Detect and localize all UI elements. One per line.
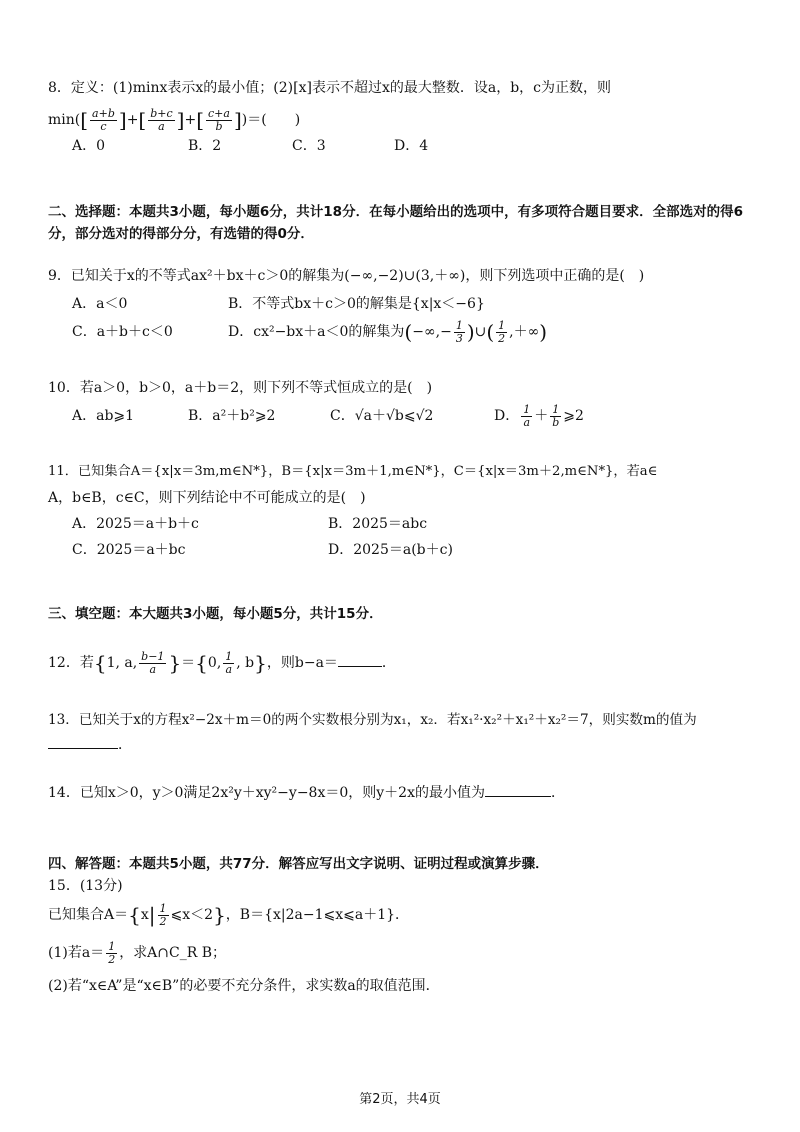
q9-d-frac-1: $\frac{1}{3}$ — [455, 318, 463, 345]
q9-stem: 9．已知关于x的不等式ax²＋bx＋c＞0的解集为(−∞,−2)∪(3,＋∞)，则下列选项中正确的是( ) — [48, 268, 645, 284]
q10-d-frac-1: $\frac{1}{a}$ — [523, 402, 531, 429]
q15-p1-frac: $\frac{1}{2}$ — [108, 939, 116, 966]
q10-option-c: C．√a＋√b⩽√2 — [330, 408, 434, 424]
q9-d-frac-2: $\frac{1}{2}$ — [498, 318, 506, 345]
q8-frac-3: $\frac{c+a}{b}$ — [208, 106, 230, 133]
page-footer: 第2页，共4页 — [359, 1092, 441, 1107]
q14-answer-blank[interactable] — [485, 782, 551, 797]
q9-option-d: D．cx²−bx＋a＜0的解集为(−∞,− $\frac{1}{3}$ )∪( $\frac{1}{2}$ ,＋∞) — [228, 318, 548, 345]
section-2-line1: 二、选择题：本题共3小题，每小题6分，共计18分．在每小题给出的选项中，有多项符合题目要求．全部选对的得6 — [48, 204, 743, 220]
q11-line2: A，b∈B，c∈C，则下列结论中不可能成立的是( ) — [48, 490, 366, 506]
q9-option-c: C．a＋b＋c＜0 — [72, 324, 173, 340]
q15-header: 15．(13分) — [48, 878, 123, 894]
q10-option-a: A．ab⩾1 — [72, 408, 135, 424]
q8-option-b: B．2 — [188, 138, 222, 154]
q12-frac-2: $\frac{1}{a}$ — [225, 649, 233, 676]
q8-option-c: C．3 — [292, 138, 326, 154]
q8-frac-1: $\frac{a+b}{c}$ — [92, 106, 115, 133]
q12-answer-blank[interactable] — [338, 652, 382, 667]
q11-option-a: A．2025＝a＋b＋c — [72, 516, 199, 532]
q11-option-b: B．2025＝abc — [328, 516, 428, 532]
q15-stem-frac: $\frac{1}{2}$ — [159, 901, 167, 928]
q14-stem: 14．已知x＞0，y＞0满足2x²y＋xy²−y−8x＝0，则y＋2x的最小值为 ． — [48, 782, 565, 803]
q13-answer-blank[interactable] — [48, 734, 118, 749]
q10-option-b: B．a²＋b²⩾2 — [188, 408, 276, 424]
q15-part2: (2)若“x∈A”是“x∈B”的必要不充分条件，求实数a的取值范围． — [48, 978, 440, 994]
q8-expr-suffix: )＝( ) — [241, 112, 301, 128]
q8-line1: 8．定义：(1)minx表示x的最小值；(2)[x]表示不超过x的最大整数．设a，b，c为正数，则 — [48, 80, 611, 96]
q8-expr-prefix: min( — [48, 112, 81, 128]
section-3-heading: 三、填空题：本大题共3小题，每小题5分，共计15分． — [48, 606, 383, 622]
q10-d-frac-2: $\frac{1}{b}$ — [552, 402, 560, 429]
q12-frac-1: $\frac{b-1}{a}$ — [141, 649, 165, 676]
q8-option-a: A．0 — [72, 138, 106, 154]
q15-part1: (1)若a＝ $\frac{1}{2}$ ，求A∩C_R B； — [48, 939, 227, 966]
q13-line1: 13．已知关于x的方程x²−2x＋m＝0的两个实数根分别为x₁，x₂．若x₁²·x₂²＋x₁²＋x₂²＝7，则实数m的值为 — [48, 712, 697, 728]
q9-option-a: A．a＜0 — [72, 296, 128, 312]
q11-option-c: C．2025＝a＋bc — [72, 542, 186, 558]
section-4-heading: 四、解答题：本题共5小题，共77分．解答应写出文字说明、证明过程或演算步骤． — [48, 856, 549, 872]
q9-option-b: B．不等式bx＋c＞0的解集是{x|x＜−6} — [228, 296, 485, 312]
q11-line1: 11．已知集合A＝{x|x＝3m,m∈N*}，B＝{x|x＝3m＋1,m∈N*}，C＝{x|x＝3m＋2,m∈N*}，若a∈ — [48, 464, 658, 479]
q8-expression: min([ $\frac{a+b}{c}$ ]+[ $\frac{b+c}{a}$ ]+[ $\frac{c+a}{b}$ ])＝( ) — [48, 106, 301, 133]
q13-line2: ． — [48, 734, 132, 755]
section-2-line2: 分，部分选对的得部分分，有选错的得0分． — [48, 226, 314, 242]
q11-option-d: D．2025＝a(b＋c) — [328, 542, 453, 558]
q15-stem: 已知集合A＝{x| $\frac{1}{2}$ ⩽x＜2}，B＝{x|2a−1⩽x⩽a＋1}． — [48, 901, 410, 928]
q10-option-d: D． $\frac{1}{a}$ ＋ $\frac{1}{b}$ ⩾2 — [494, 402, 584, 429]
q10-stem: 10．若a＞0，b＞0，a＋b＝2，则下列不等式恒成立的是( ) — [48, 380, 433, 396]
q8-option-d: D．4 — [394, 138, 429, 154]
q8-frac-2: $\frac{b+c}{a}$ — [150, 106, 173, 133]
q12-stem: 12．若{1, a, $\frac{b-1}{a}$ }＝{0, $\frac{1}{a}$ , b}，则b−a＝ ． — [48, 649, 396, 676]
